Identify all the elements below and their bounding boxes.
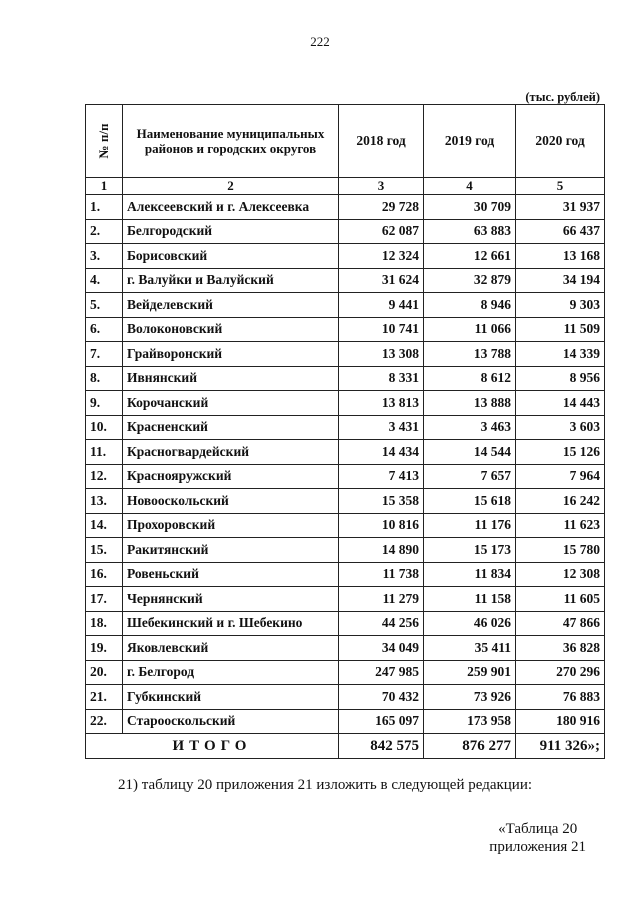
value-2020: 15 780 [516,538,605,563]
value-2018: 165 097 [339,709,424,734]
row-number: 19. [86,636,123,661]
table-row [86,538,605,563]
total-2019: 876 277 [424,734,516,759]
value-2018: 247 985 [339,660,424,685]
row-number: 7. [86,342,123,367]
value-2020: 34 194 [516,268,605,293]
value-2020: 12 308 [516,562,605,587]
value-2019: 7 657 [424,464,516,489]
value-2019: 3 463 [424,415,516,440]
amendment-text: 21) таблицу 20 приложения 21 изложить в следующей редакции: [118,777,533,793]
units-label: (тыс. рублей) [525,90,600,104]
row-number: 12. [86,464,123,489]
table-row [86,366,605,391]
value-2018: 9 441 [339,293,424,318]
district-name: Губкинский [123,685,339,710]
value-2020: 3 603 [516,415,605,440]
row-number: 16. [86,562,123,587]
value-2019: 8 612 [424,366,516,391]
district-name: Борисовский [123,244,339,269]
header-2018: 2018 год [339,105,424,178]
value-2018: 13 308 [339,342,424,367]
district-name: Чернянский [123,587,339,612]
row-number: 13. [86,489,123,514]
value-2019: 15 173 [424,538,516,563]
district-name: Красненский [123,415,339,440]
district-name: Красногвардейский [123,440,339,465]
district-name: г. Валуйки и Валуйский [123,268,339,293]
table-row [86,636,605,661]
value-2020: 180 916 [516,709,605,734]
row-number: 8. [86,366,123,391]
value-2018: 12 324 [339,244,424,269]
row-number: 21. [86,685,123,710]
row-number: 17. [86,587,123,612]
row-number: 22. [86,709,123,734]
value-2019: 11 176 [424,513,516,538]
district-name: Яковлевский [123,636,339,661]
row-number: 10. [86,415,123,440]
table-row [86,195,605,220]
value-2020: 14 443 [516,391,605,416]
value-2018: 10 741 [339,317,424,342]
district-name: Краснояружский [123,464,339,489]
row-number: 20. [86,660,123,685]
value-2018: 3 431 [339,415,424,440]
table-reference-line1: «Таблица 20 [498,821,578,837]
value-2019: 11 158 [424,587,516,612]
value-2020: 9 303 [516,293,605,318]
value-2020: 13 168 [516,244,605,269]
value-2020: 11 509 [516,317,605,342]
district-name: Вейделевский [123,293,339,318]
row-number: 3. [86,244,123,269]
value-2019: 11 066 [424,317,516,342]
value-2018: 15 358 [339,489,424,514]
value-2020: 11 623 [516,513,605,538]
district-name: Белгородский [123,219,339,244]
value-2018: 14 890 [339,538,424,563]
page-number: 222 [310,34,330,49]
table-row [86,611,605,636]
table-row [86,293,605,318]
table-row [86,244,605,269]
value-2018: 44 256 [339,611,424,636]
header-2019: 2019 год [424,105,516,178]
column-number: 2 [123,178,339,195]
table-row [86,317,605,342]
table-row [86,709,605,734]
value-2018: 62 087 [339,219,424,244]
value-2020: 16 242 [516,489,605,514]
table-row [86,464,605,489]
district-name: г. Белгород [123,660,339,685]
value-2019: 12 661 [424,244,516,269]
district-name: Шебекинский и г. Шебекино [123,611,339,636]
column-number: 1 [86,178,123,195]
district-name: Корочанский [123,391,339,416]
value-2019: 173 958 [424,709,516,734]
value-2020: 270 296 [516,660,605,685]
district-name: Грайворонский [123,342,339,367]
row-number: 2. [86,219,123,244]
total-row [86,734,605,759]
row-number: 14. [86,513,123,538]
table-row [86,440,605,465]
table-row [86,660,605,685]
value-2019: 32 879 [424,268,516,293]
value-2020: 11 605 [516,587,605,612]
value-2018: 11 738 [339,562,424,587]
value-2019: 73 926 [424,685,516,710]
table-reference [489,820,586,856]
value-2020: 31 937 [516,195,605,220]
total-2018: 842 575 [339,734,424,759]
row-number: 4. [86,268,123,293]
value-2020: 66 437 [516,219,605,244]
district-name: Прохоровский [123,513,339,538]
row-number: 11. [86,440,123,465]
table-row [86,587,605,612]
header-number [86,105,123,178]
table-row [86,513,605,538]
value-2019: 11 834 [424,562,516,587]
column-number: 4 [424,178,516,195]
budget-table [85,104,605,759]
value-2019: 13 788 [424,342,516,367]
header-2020: 2020 год [516,105,605,178]
district-name: Старооскольский [123,709,339,734]
total-label: ИТОГО [86,734,339,759]
header-name: Наименование муниципальных районов и городских округов [123,105,339,178]
table-row [86,562,605,587]
value-2018: 34 049 [339,636,424,661]
value-2018: 31 624 [339,268,424,293]
value-2020: 14 339 [516,342,605,367]
value-2019: 8 946 [424,293,516,318]
value-2018: 10 816 [339,513,424,538]
value-2019: 259 901 [424,660,516,685]
row-number: 5. [86,293,123,318]
value-2019: 46 026 [424,611,516,636]
value-2019: 30 709 [424,195,516,220]
value-2018: 11 279 [339,587,424,612]
header-row [86,105,605,178]
total-2020: 911 326»; [516,734,605,759]
district-name: Алексеевский и г. Алексеевка [123,195,339,220]
value-2018: 13 813 [339,391,424,416]
value-2019: 13 888 [424,391,516,416]
table-row [86,219,605,244]
table-reference-line2: приложения 21 [489,839,586,855]
value-2019: 63 883 [424,219,516,244]
value-2020: 76 883 [516,685,605,710]
column-number: 5 [516,178,605,195]
row-number: 15. [86,538,123,563]
row-number: 6. [86,317,123,342]
table-row [86,391,605,416]
value-2020: 47 866 [516,611,605,636]
value-2020: 15 126 [516,440,605,465]
table-row [86,489,605,514]
value-2019: 35 411 [424,636,516,661]
value-2018: 29 728 [339,195,424,220]
district-name: Ракитянский [123,538,339,563]
value-2020: 36 828 [516,636,605,661]
column-number: 3 [339,178,424,195]
row-number: 9. [86,391,123,416]
header-number-label: № п/п [96,123,111,159]
value-2020: 8 956 [516,366,605,391]
value-2019: 15 618 [424,489,516,514]
row-number: 1. [86,195,123,220]
value-2018: 7 413 [339,464,424,489]
district-name: Ивнянский [123,366,339,391]
value-2018: 70 432 [339,685,424,710]
table-row [86,415,605,440]
row-number: 18. [86,611,123,636]
table-row [86,268,605,293]
column-number-row [86,178,605,195]
table-row [86,685,605,710]
district-name: Новооскольский [123,489,339,514]
district-name: Ровеньский [123,562,339,587]
value-2018: 8 331 [339,366,424,391]
district-name: Волоконовский [123,317,339,342]
value-2018: 14 434 [339,440,424,465]
value-2019: 14 544 [424,440,516,465]
table-row [86,342,605,367]
value-2020: 7 964 [516,464,605,489]
